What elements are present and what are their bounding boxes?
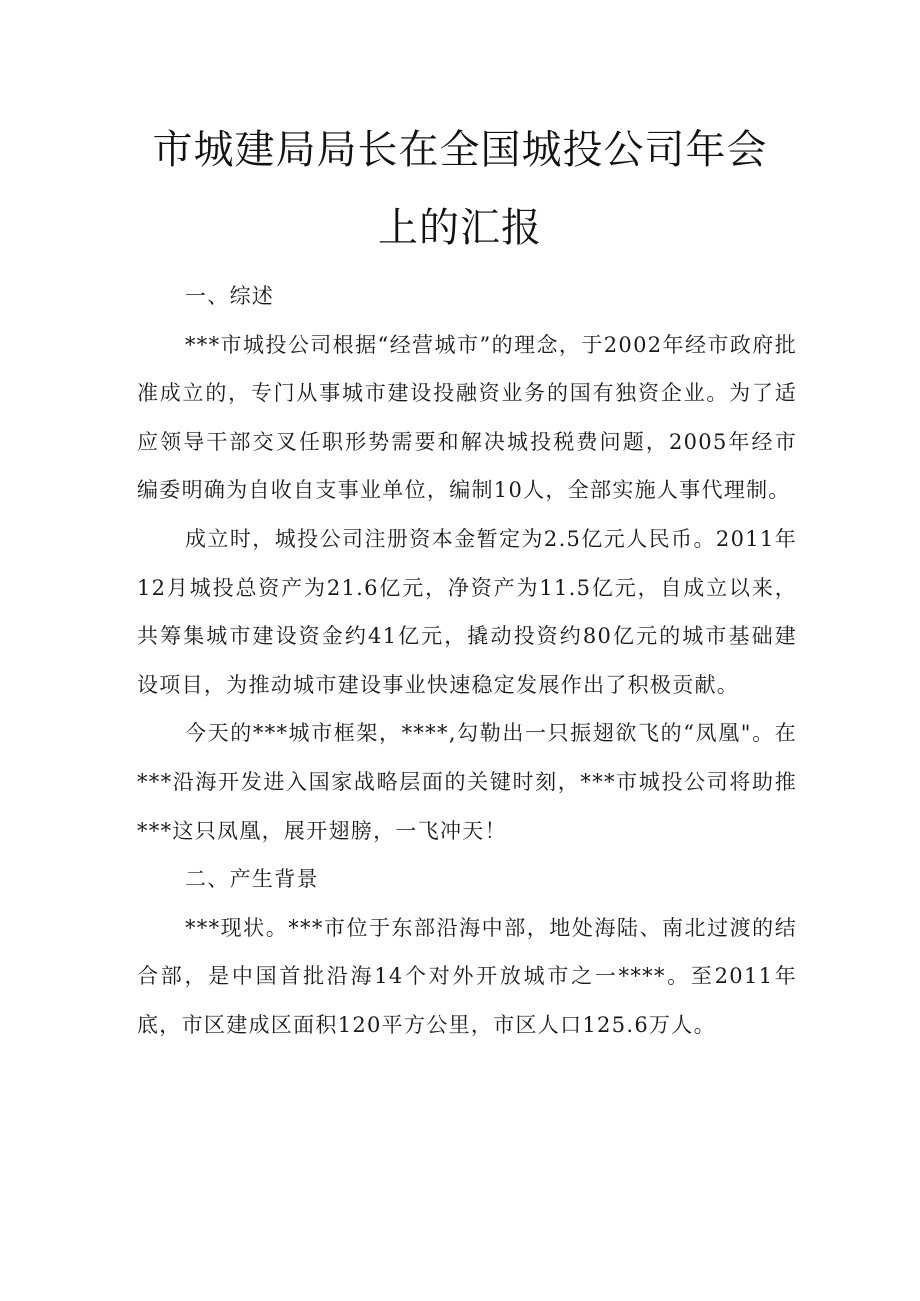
paragraph-capital-assets: 成立时，城投公司注册资本金暂定为2.5亿元人民币。2011年12月城投总资产为21.6亿元，净资产为11.5亿元，自成立以来，共筹集城市建设资金约41亿元，撬动投资约80亿元的城市基础建设项目，为推动城市建设事业快速稳定发展作出了积极贡献。 (137, 526, 797, 697)
paragraph-company-intro: ***市城投公司根据“经营城市”的理念，于2002年经市政府批准成立的，专门从事城市建设投融资业务的国有独资企业。为了适应领导干部交叉任职形势需要和解决城投税费问题，2005年经市编委明确为自收自支事业单位，编制10人，全部实施人事代理制。 (137, 332, 797, 503)
paragraph-city-status: ***现状。***市位于东部沿海中部，地处海陆、南北过渡的结合部，是中国首批沿海14个对外开放城市之一****。至2011年底，市区建成区面积120平方公里，市区人口125.6万人。 (137, 915, 797, 1037)
section-heading-overview: 一、综述 (185, 284, 275, 308)
document-title-line-1: 市城建局局长在全国城投公司年会 (152, 127, 768, 173)
document-title-line-2: 上的汇报 (378, 205, 542, 251)
section-heading-background: 二、产生背景 (185, 867, 319, 892)
paragraph-phoenix: 今天的***城市框架，****,勾勒出一只振翅欲飞的“凤凰"。在***沿海开发进入国家战略层面的关键时刻，***市城投公司将助推***这只凤凰，展开翅膀，一飞冲天！ (137, 721, 797, 843)
document-body (137, 272, 797, 1050)
